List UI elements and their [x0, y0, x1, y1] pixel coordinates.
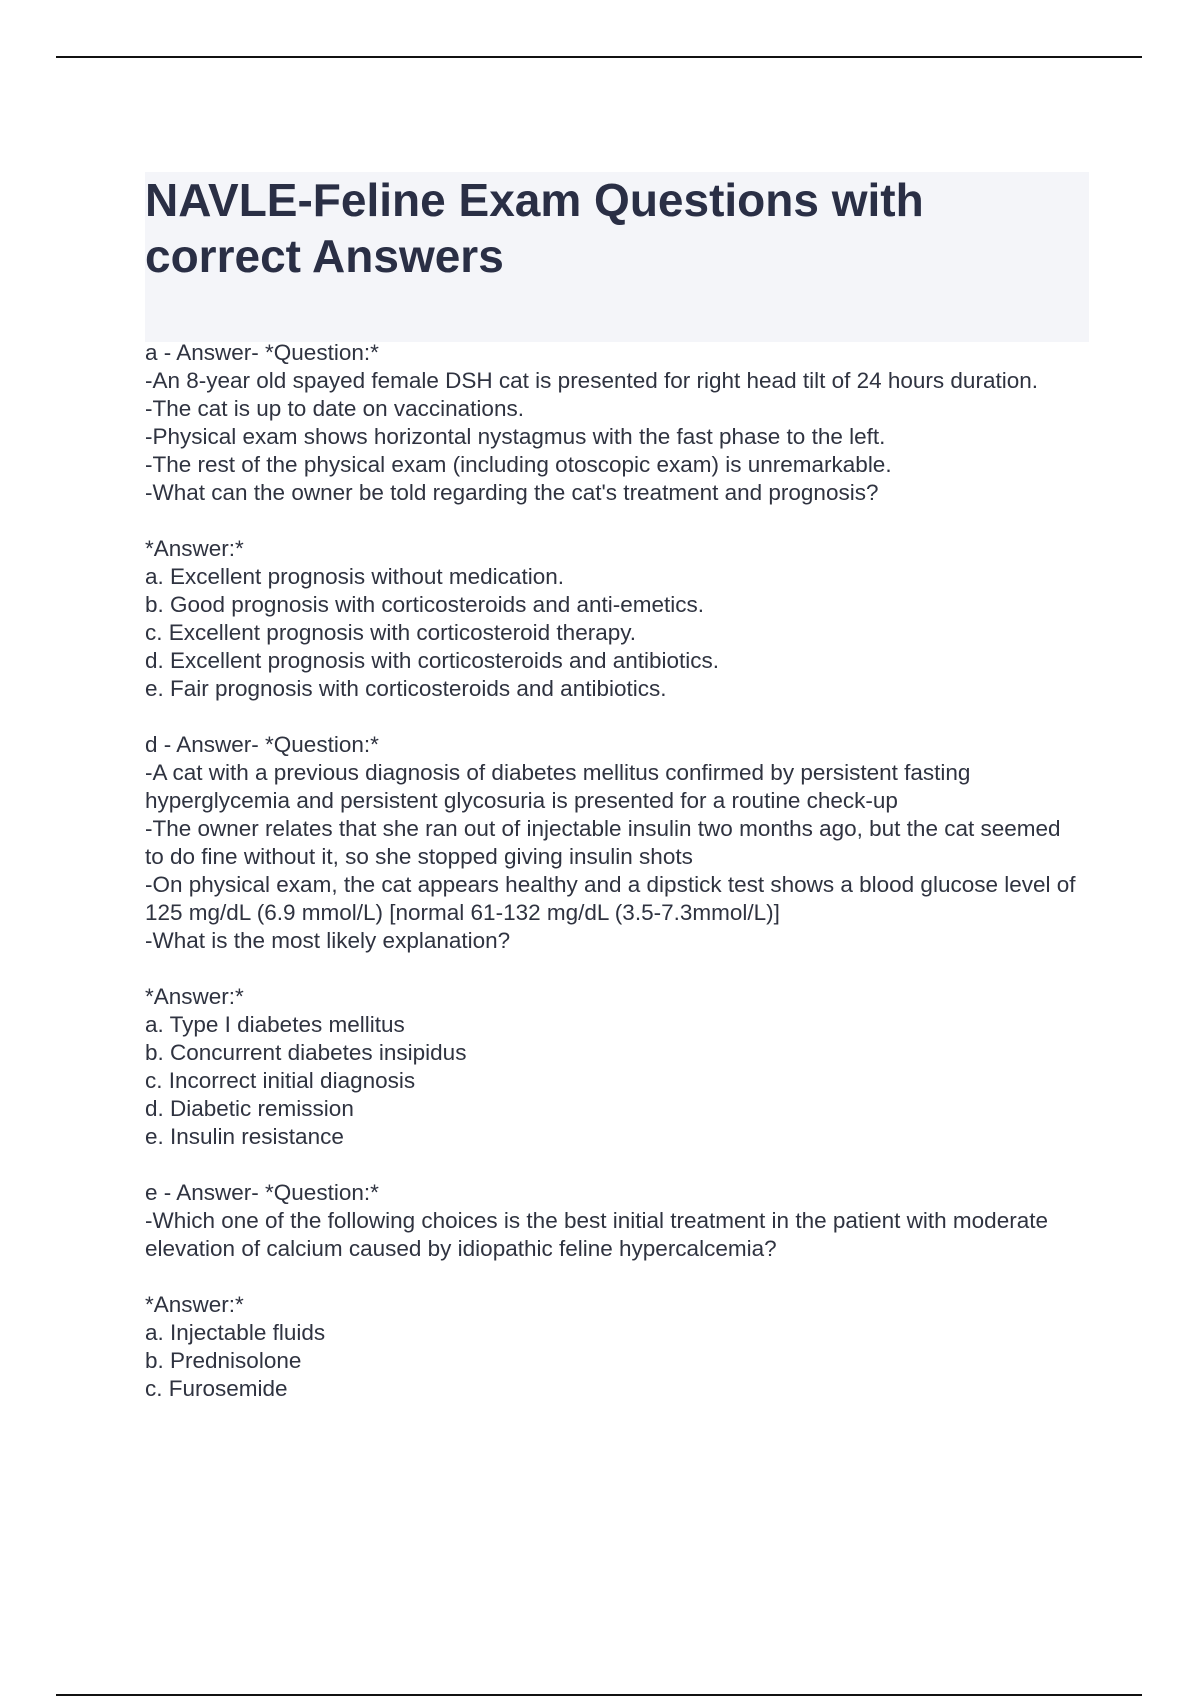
qa-item-1: [145, 339, 1085, 703]
question-line: -An 8-year old spayed female DSH cat is presented for right head tilt of 24 hours duration.: [145, 368, 1038, 393]
question-line: -Physical exam shows horizontal nystagmus with the fast phase to the left.: [145, 424, 886, 449]
answer-option: d. Excellent prognosis with corticosteroids and antibiotics.: [145, 648, 720, 673]
question-line: -A cat with a previous diagnosis of diabetes mellitus confirmed by persistent fasting hyperglycemia and persistent glycosuria is presented for a routine check-up: [145, 760, 977, 813]
qa-item-3: [145, 1179, 1085, 1403]
question-line: -What is the most likely explanation?: [145, 928, 511, 953]
document-title: NAVLE-Feline Exam Questions with correct Answers: [145, 174, 924, 282]
answer-option: b. Good prognosis with corticosteroids and anti-emetics.: [145, 592, 705, 617]
answer-option: c. Excellent prognosis with corticosteroid therapy.: [145, 620, 637, 645]
bottom-divider: [56, 1694, 1142, 1696]
answer-heading: *Answer:*: [145, 1292, 244, 1317]
title-block: [145, 172, 1089, 342]
answer-option: a. Type I diabetes mellitus: [145, 1012, 405, 1037]
answer-heading: *Answer:*: [145, 984, 244, 1009]
question-line: -What can the owner be told regarding the cat's treatment and prognosis?: [145, 480, 879, 505]
answer-option: c. Furosemide: [145, 1376, 288, 1401]
answer-option: d. Diabetic remission: [145, 1096, 354, 1121]
answer-option: a. Injectable fluids: [145, 1320, 326, 1345]
question-block: [145, 731, 1085, 955]
question-line: -On physical exam, the cat appears healthy and a dipstick test shows a blood glucose level of 125 mg/dL (6.9 mmol/L) [normal 61-132 mg/dL (3.5-7.3mmol/L)]: [145, 872, 1082, 925]
answer-option: e. Fair prognosis with corticosteroids and antibiotics.: [145, 676, 667, 701]
question-line: -The cat is up to date on vaccinations.: [145, 396, 524, 421]
answer-key-line: d - Answer- *Question:*: [145, 732, 379, 757]
answer-key-line: a - Answer- *Question:*: [145, 340, 379, 365]
answer-options: [145, 983, 1085, 1151]
question-line: -The rest of the physical exam (including otoscopic exam) is unremarkable.: [145, 452, 892, 477]
qa-item-2: [145, 731, 1085, 1151]
answer-option: b. Prednisolone: [145, 1348, 302, 1373]
answer-key-line: e - Answer- *Question:*: [145, 1180, 379, 1205]
question-block: [145, 339, 1085, 507]
answer-options: [145, 1291, 1085, 1403]
answer-option: b. Concurrent diabetes insipidus: [145, 1040, 467, 1065]
answer-option: c. Incorrect initial diagnosis: [145, 1068, 416, 1093]
question-block: [145, 1179, 1085, 1263]
answer-options: [145, 535, 1085, 703]
answer-option: e. Insulin resistance: [145, 1124, 344, 1149]
question-line: -Which one of the following choices is the best initial treatment in the patient with moderate elevation of calcium caused by idiopathic feline hypercalcemia?: [145, 1208, 1055, 1261]
question-line: -The owner relates that she ran out of injectable insulin two months ago, but the cat seemed to do fine without it, so she stopped giving insulin shots: [145, 816, 1067, 869]
document-body: [145, 339, 1085, 1431]
answer-option: a. Excellent prognosis without medication.: [145, 564, 564, 589]
top-divider: [56, 56, 1142, 58]
answer-heading: *Answer:*: [145, 536, 244, 561]
